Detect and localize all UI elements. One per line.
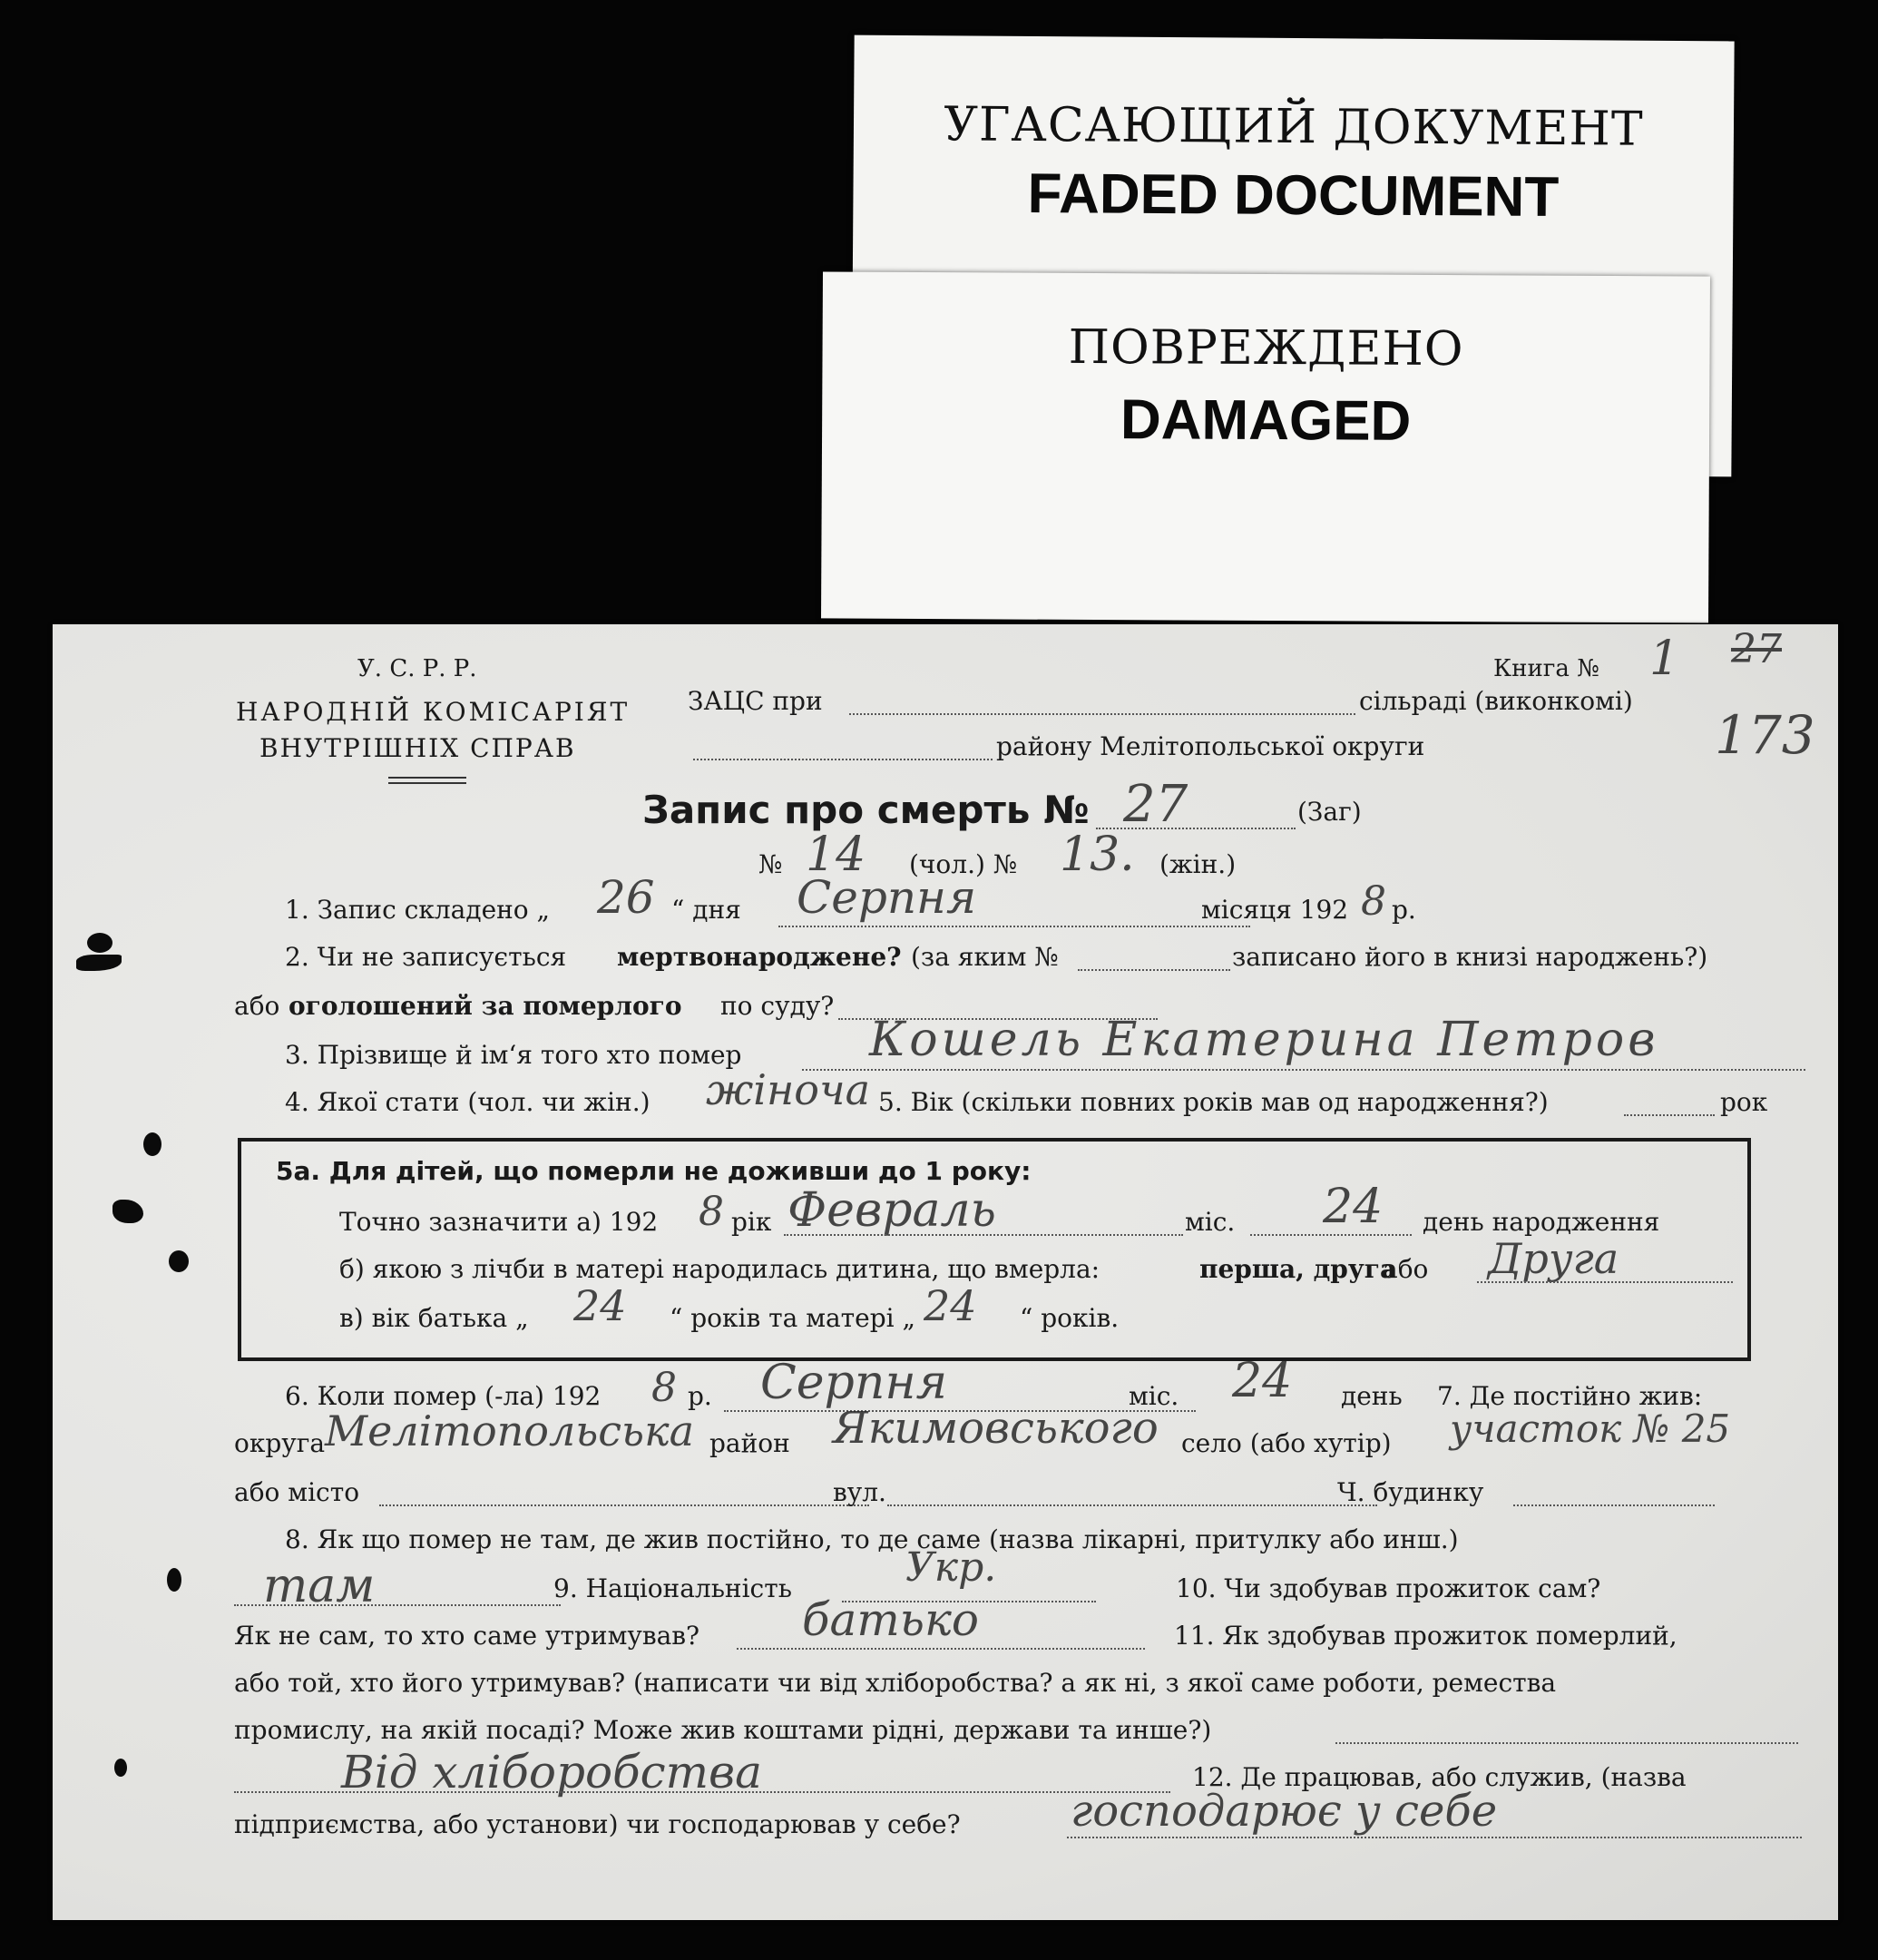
zag-label: (Заг): [1297, 797, 1362, 827]
commissariat-heading: НАРОДНІЙ КОМІСАРІЯТ: [236, 697, 631, 727]
line1-misyatsya: місяця 192: [1201, 895, 1349, 925]
punch-hole: [143, 1132, 161, 1156]
no-label: №: [758, 849, 783, 879]
line1-dnya: “ дня: [671, 895, 741, 925]
line8-dots: [234, 1604, 561, 1606]
line2-zapysano: записано його в книзі народжень?): [1232, 942, 1708, 972]
silradi-label: сільраді (виконкомі): [1359, 686, 1633, 716]
nationality-value: Укр.: [905, 1544, 997, 1591]
infant-a-label: Точно зазначити а) 192: [339, 1207, 659, 1237]
line10-label: 10. Чи здобував прожиток сам?: [1176, 1573, 1601, 1603]
line11d-dots: [234, 1791, 1170, 1793]
line11c-dots: [1335, 1742, 1798, 1744]
line9-label: 9. Національність: [553, 1573, 792, 1603]
workplace-value: господарює у себе: [1071, 1786, 1498, 1837]
infant-b-options: перша, друга: [1199, 1254, 1397, 1284]
infant-birth-day: 24: [1323, 1180, 1384, 1234]
header-rule: [388, 782, 466, 784]
line6-den: день: [1341, 1381, 1403, 1411]
sex-value: жіноча: [706, 1065, 871, 1114]
line6-r: р.: [688, 1381, 712, 1411]
punch-hole: [87, 933, 112, 953]
infant-section-title: 5а. Для дітей, що померли не доживши до 1 року:: [276, 1156, 1032, 1186]
infant-v-mother: “ років та матері „: [670, 1303, 916, 1333]
line2-label: 2. Чи не записується: [285, 942, 567, 972]
line6-label: 6. Коли помер (-ла) 192: [285, 1381, 602, 1411]
zacs-line: [849, 713, 1355, 715]
infant-b-label: б) якою з лічби в матері народилась дитина, що вмерла:: [339, 1254, 1100, 1284]
internal-affairs-heading: ВНУТРІШНІХ СПРАВ: [259, 733, 576, 763]
mother-age: 24: [924, 1281, 977, 1330]
death-place-value: там: [263, 1559, 376, 1613]
line5-unit: рок: [1720, 1087, 1768, 1117]
damaged-document-card: [821, 271, 1710, 622]
okruga-value: Мелітопольська: [325, 1406, 694, 1455]
okruga-label: округа: [234, 1428, 326, 1458]
infant-b-abo: або: [1383, 1254, 1429, 1284]
line10-dots: [737, 1648, 1145, 1650]
male-number: 14: [806, 828, 866, 882]
damaged-label-ru: ПОВРЕЖДЕНО: [1068, 319, 1464, 377]
line1-dots: [778, 926, 1250, 927]
death-month: Серпня: [760, 1356, 948, 1410]
faded-label-en: FADED DOCUMENT: [1027, 162, 1560, 230]
infant-birth-year: 8: [699, 1189, 724, 1235]
raion-field-label: район: [709, 1428, 790, 1458]
selo-label: село (або хутір): [1181, 1428, 1392, 1458]
line2-zayakym: (за яким №: [911, 942, 1059, 972]
livelihood-value: Від хліборобства: [341, 1746, 762, 1798]
infant-month-dots: [784, 1234, 1183, 1236]
infant-order-dots: [1477, 1281, 1733, 1283]
line10b-label: Як не сам, то хто саме утримував?: [234, 1621, 700, 1651]
chol-label: (чол.) №: [909, 849, 1018, 879]
punch-hole: [112, 1200, 143, 1223]
line11-label: 11. Як здобував прожиток померлий,: [1174, 1621, 1677, 1651]
infant-v-rokiv: “ років.: [1020, 1303, 1120, 1333]
punch-hole: [76, 955, 122, 971]
infant-birth-order: Друга: [1488, 1234, 1619, 1283]
line3-dots: [802, 1069, 1805, 1071]
raion-label: району Мелітопольської округи: [996, 731, 1425, 761]
line2-stillborn: мертвонароджене?: [617, 942, 902, 972]
line2-dots: [1078, 969, 1230, 971]
line2-abo: або: [234, 991, 280, 1021]
record-title: Запис про смерть №: [642, 788, 1090, 832]
book-label: Книга №: [1493, 655, 1599, 682]
vul-dots: [887, 1504, 1377, 1506]
death-year: 8: [651, 1365, 677, 1411]
selo-value: участок № 25: [1450, 1406, 1731, 1451]
sheet-number: 173: [1715, 704, 1815, 766]
deceased-name: Кошель Екатерина Петров: [869, 1013, 1659, 1067]
infant-birth-month: Февраль: [787, 1183, 996, 1238]
line1-r: р.: [1392, 895, 1416, 925]
book-number: 1: [1649, 632, 1680, 686]
budynok-dots: [1513, 1504, 1715, 1506]
punch-hole: [114, 1759, 127, 1777]
supporter-value: батько: [802, 1593, 979, 1646]
record-day: 26: [597, 871, 655, 924]
line7-label: 7. Де постійно жив:: [1437, 1381, 1703, 1411]
record-number: 27: [1123, 775, 1188, 834]
father-age: 24: [573, 1281, 627, 1330]
infant-v-label: в) вік батька „: [339, 1303, 529, 1333]
line2-declared: оголошений за померлого: [289, 991, 682, 1021]
line3-label: 3. Прізвище й ім‘я того хто помер: [285, 1040, 742, 1070]
record-month: Серпня: [797, 871, 977, 924]
line6-mis: міс.: [1129, 1381, 1179, 1411]
vul-label: вул.: [833, 1477, 886, 1507]
ussr-heading: У. С. Р. Р.: [357, 655, 477, 682]
female-number: 13.: [1060, 828, 1135, 882]
line4-label: 4. Якої стати (чол. чи жін.): [285, 1087, 650, 1117]
infant-mis: міс.: [1185, 1207, 1236, 1237]
line8-label: 8. Як що помер не там, де жив постійно, то де саме (назва лікарні, притулку або инш.): [285, 1524, 1459, 1554]
raion-line: [693, 759, 993, 760]
line2-posudu: по суду?: [720, 991, 835, 1021]
line5-label: 5. Вік (скільки повних років мав од народження?): [878, 1087, 1549, 1117]
infant-den: день народження: [1423, 1207, 1660, 1237]
budynok-label: Ч. будинку: [1337, 1477, 1484, 1507]
line12-dots: [1067, 1837, 1802, 1838]
death-record-form: [53, 624, 1838, 1920]
record-year: 8: [1361, 878, 1386, 925]
misto-label: або місто: [234, 1477, 360, 1507]
line1-label: 1. Запис складено „: [285, 895, 551, 925]
header-rule: [388, 777, 466, 779]
zhin-label: (жін.): [1159, 849, 1237, 879]
line11b-label: або той, хто його утримував? (написати чи від хліборобства? а як ні, з якої саме роботи, ремества: [234, 1668, 1557, 1698]
raion-value: Якимовського: [833, 1403, 1159, 1454]
punch-hole: [167, 1568, 181, 1592]
death-day: 24: [1232, 1354, 1293, 1408]
infant-day-dots: [1250, 1234, 1412, 1236]
faded-label-ru: УГАСАЮЩИЙ ДОКУМЕНТ: [944, 97, 1644, 157]
line12b-label: підприємства, або установи) чи господарював у себе?: [234, 1809, 961, 1839]
infant-rik: рік: [731, 1207, 772, 1237]
line11c-label: промислу, на якій посаді? Може жив коштами рідні, держави та инше?): [234, 1715, 1212, 1745]
damaged-label-en: DAMAGED: [1120, 388, 1412, 453]
book-number-alt: 27: [1731, 626, 1782, 672]
misto-dots: [379, 1504, 869, 1506]
punch-hole: [169, 1250, 189, 1272]
line5-dots: [1624, 1114, 1715, 1116]
line12-label: 12. Де працював, або служив, (назва: [1192, 1762, 1687, 1792]
zacs-label: ЗАЦС при: [688, 686, 823, 716]
